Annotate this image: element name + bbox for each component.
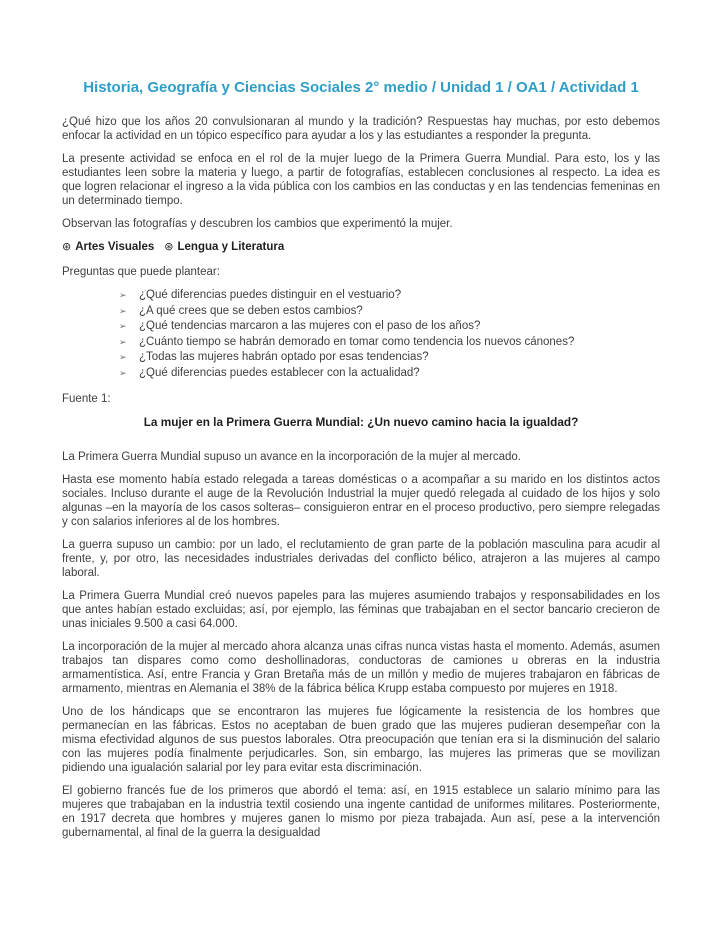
intro-paragraph-3: Observan las fotografías y descubren los cambios que experimentó la mujer. xyxy=(62,218,453,230)
arrow-bullet-icon: ➢ xyxy=(119,352,127,362)
subject-lengua-literatura xyxy=(164,241,284,253)
arrow-bullet-icon: ➢ xyxy=(119,336,127,347)
question-item xyxy=(119,350,660,366)
source-paragraph: El gobierno francés fue de los primeros que abordó el tema: así, en 1915 establece un salario mínimo para las mujeres que trabajaban en la industria textil cosiendo una ingente cantidad de uniformes militares. Posteriormente, en 1917 decreta que hombres y mujeres ganen lo mismo por pieza trabajada. Aun así, pese a la intervención gubernamental, al final de la guerra la desigualdad xyxy=(62,785,660,839)
arrow-bullet-icon: ➢ xyxy=(119,290,127,300)
questions-lead: Preguntas que puede plantear: xyxy=(62,266,220,278)
question-text: ¿Cuánto tiempo se habrán demorado en tomar como tendencia los nuevos cánones? xyxy=(139,335,575,348)
related-subjects-line xyxy=(62,240,660,254)
intro-paragraph-2: La presente actividad se enfoca en el rol de la mujer luego de la Primera Guerra Mundial. Para esto, los y las estudiantes leen sobre la materia y luego, a partir de fotografías, establecen conclusiones al respecto. La idea es que logren relacionar el ingreso a la vida pública con los cambios en las conductas y en las tendencias femeninas en un determinado tiempo. xyxy=(62,153,660,207)
arrow-bullet-icon: ➢ xyxy=(119,321,127,331)
arrow-bullet-icon: ➢ xyxy=(119,367,127,378)
question-item xyxy=(119,288,660,304)
question-text: ¿Qué diferencias puedes establecer con la actualidad? xyxy=(139,366,420,379)
subject-link-icon: ⊛ xyxy=(62,241,72,253)
question-item xyxy=(119,319,660,335)
questions-list xyxy=(62,288,660,381)
arrow-bullet-icon: ➢ xyxy=(119,305,127,316)
source-paragraph: Uno de los hándicaps que se encontraron las mujeres fue lógicamente la resistencia de los hombres que permanecían en las fábricas. Estos no aceptaban de buen grado que las mujeres pudieran desempeñar con la misma efectividad algunos de sus puestos laborales. Otra preocupación que tenían era si la disminución del salario con las mujeres podía finalmente perjudicarles. Son, sin embargo, las mujeres las primeras que se movilizan pidiendo una igualación salarial por ley para evitar esta discriminación. xyxy=(62,706,660,774)
page-title: Historia, Geografía y Ciencias Sociales 2° medio / Unidad 1 / OA1 / Actividad 1 xyxy=(83,79,639,96)
source-paragraph: Hasta ese momento había estado relegada a tareas domésticas o a acompañar a su marido en los distintos actos sociales. Incluso durante el auge de la Revolución Industrial la mujer quedó relegada al cuidado de los hijos y solo algunas –en la mayoría de los casos solteras– consiguieron entrar en el proceso productivo, pero siempre relegadas y con salarios inferiores al de los hombres. xyxy=(62,474,660,528)
source-paragraph: La guerra supuso un cambio: por un lado, el reclutamiento de gran parte de la población masculina para acudir al frente, y, por otro, las necesidades industriales derivadas del conflicto bélico, atrajeron a las mujeres al campo laboral. xyxy=(62,539,660,579)
source-paragraph: La Primera Guerra Mundial creó nuevos papeles para las mujeres asumiendo trabajos y responsabilidades en los que antes habían estado excluidas; así, por ejemplo, las féminas que trabajaban en el sector bancario crecieron de unas iniciales 9.500 a casi 64.000. xyxy=(62,590,660,630)
question-text: ¿A qué crees que se deben estos cambios? xyxy=(139,304,363,317)
question-item xyxy=(119,366,660,382)
question-text: ¿Todas las mujeres habrán optado por esas tendencias? xyxy=(139,351,429,363)
subject-link-icon: ⊛ xyxy=(164,241,174,253)
source-paragraph: La Primera Guerra Mundial supuso un avance en la incorporación de la mujer al mercado. xyxy=(62,451,521,463)
subject-artes-visuales xyxy=(62,241,154,253)
source-paragraph: La incorporación de la mujer al mercado ahora alcanza unas cifras nunca vistas hasta el momento. Además, asumen trabajos tan dispares como como deshollinadoras, conductoras de camiones u obreras en la industria armamentística. Así, entre Francia y Gran Bretaña más de un millón y medio de mujeres trabajaron en fábricas de armamento, mientras en Alemania el 38% de la fábrica bélica Krupp estaba compuesto por mujeres en 1918. xyxy=(62,641,660,695)
intro-paragraph-1: ¿Qué hizo que los años 20 convulsionaran al mundo y la tradición? Respuestas hay muchas, por esto debemos enfocar la actividad en un tópico específico para ayudar a los y las estudiantes a responder la pregunta. xyxy=(62,116,660,142)
question-item xyxy=(119,304,660,320)
question-text: ¿Qué tendencias marcaron a las mujeres con el paso de los años? xyxy=(139,320,481,332)
subject-label: Lengua y Literatura xyxy=(177,241,285,253)
subject-label: Artes Visuales xyxy=(75,241,155,253)
question-item xyxy=(119,335,660,351)
source-heading: La mujer en la Primera Guerra Mundial: ¿Un nuevo camino hacia la igualdad? xyxy=(143,415,579,429)
source-label: Fuente 1: xyxy=(62,393,111,405)
question-text: ¿Qué diferencias puedes distinguir en el vestuario? xyxy=(139,289,402,301)
